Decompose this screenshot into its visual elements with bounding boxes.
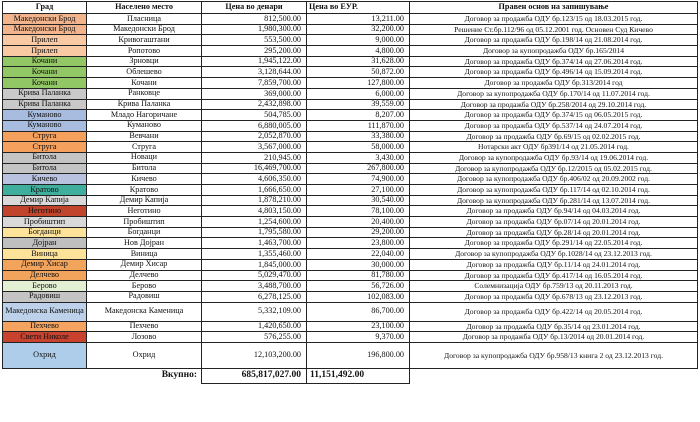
header-row	[3, 2, 698, 14]
place-cell: Младо Нагоричане	[87, 110, 202, 121]
price-eur-cell: 81,780.00	[307, 270, 410, 281]
place-cell: Пробиштип	[87, 217, 202, 228]
price-eur-cell: 127,800.00	[307, 78, 410, 89]
price-mkd-cell: 7,859,700.00	[202, 78, 307, 89]
city-cell: Прилеп	[3, 46, 87, 57]
place-cell: Куманово	[87, 120, 202, 131]
city-cell: Виница	[3, 249, 87, 260]
place-cell: Новаци	[87, 152, 202, 163]
price-mkd-cell: 1,795,580.00	[202, 227, 307, 238]
city-cell: Прилеп	[3, 35, 87, 46]
price-mkd-cell: 12,103,200.00	[202, 342, 307, 368]
legal-basis-cell: Договор за продажба ОДУ бр.94/14 од 04.03.2014 год.	[410, 206, 698, 217]
city-cell: Демир Хисар	[3, 259, 87, 270]
price-eur-cell: 267,800.00	[307, 163, 410, 174]
legal-basis-cell: Договор за купопродажба ОДУ бр.406/02 од 20.09.2002 год.	[410, 174, 698, 185]
price-mkd-cell: 4,803,150.00	[202, 206, 307, 217]
legal-basis-cell: Договор за продажба ОДУ бр.496/14 од 15.09.2014 год.	[410, 67, 698, 78]
table-row	[3, 217, 698, 228]
total-row	[3, 368, 698, 383]
price-mkd-cell: 1,420,650.00	[202, 321, 307, 332]
city-cell: Охрид	[3, 342, 87, 368]
place-cell: Охрид	[87, 342, 202, 368]
table-row	[3, 24, 698, 35]
price-eur-cell: 22,040.00	[307, 249, 410, 260]
legal-basis-cell: Договор за продажба ОДУ бр.28/14 од 20.01.2014 год.	[410, 227, 698, 238]
place-cell: Битола	[87, 163, 202, 174]
table-row	[3, 238, 698, 249]
price-eur-cell: 8,207.00	[307, 110, 410, 121]
price-mkd-cell: 812,500.00	[202, 14, 307, 25]
city-cell: Крива Паланка	[3, 99, 87, 110]
price-mkd-cell: 295,200.00	[202, 46, 307, 57]
legal-basis-cell: Договор за продажба ОДУ бр.374/15 од 06.05.2015 год.	[410, 110, 698, 121]
price-eur-cell: 13,211.00	[307, 14, 410, 25]
legal-basis-cell: Договор за продажба ОДУ бр.417/14 од 16.05.2014 год.	[410, 270, 698, 281]
price-eur-cell: 30,540.00	[307, 195, 410, 206]
legal-basis-cell: Договор за продажба ОДУ бр.35/14 од 23.01.2014 год.	[410, 321, 698, 332]
place-cell: Вевчани	[87, 131, 202, 142]
city-cell: Кичево	[3, 174, 87, 185]
table-row	[3, 78, 698, 89]
city-cell: Радовиш	[3, 291, 87, 302]
total-price-eur: 11,151,492.00	[307, 368, 410, 383]
table-row	[3, 14, 698, 25]
price-mkd-cell: 1,980,300.00	[202, 24, 307, 35]
legal-basis-cell: Договор за продажба ОДУ бр.69/15 од 02.02.2015 год.	[410, 131, 698, 142]
table-row	[3, 259, 698, 270]
legal-basis-cell: Договор за продажба ОДУ бр.123/15 од 18.03.2015 год.	[410, 14, 698, 25]
price-eur-cell: 29,200.00	[307, 227, 410, 238]
legal-basis-cell: Договор за купопродажба ОДУ бр.117/14 од 02.10.2014 год.	[410, 185, 698, 196]
place-cell: Облешево	[87, 67, 202, 78]
city-cell: Струга	[3, 131, 87, 142]
legal-basis-cell: Договор за продажба ОДУ бр.13/2014 од 20.01.2014 год.	[410, 332, 698, 343]
table-row	[3, 152, 698, 163]
legal-basis-cell: Договор за продажба ОДУ бр.291/14 од 22.05.2014 год.	[410, 238, 698, 249]
price-mkd-cell: 6,278,125.00	[202, 291, 307, 302]
price-mkd-cell: 5,029,470.00	[202, 270, 307, 281]
total-price-mkd: 685,817,027.00	[202, 368, 307, 383]
price-eur-cell: 31,628.00	[307, 56, 410, 67]
table-row	[3, 332, 698, 343]
table-row	[3, 227, 698, 238]
table-row	[3, 120, 698, 131]
place-cell: Богданци	[87, 227, 202, 238]
legal-basis-cell: Договор за продажба ОДУ бр.198/14 од 21.08.2014 год.	[410, 35, 698, 46]
price-eur-cell: 58,000.00	[307, 142, 410, 153]
legal-basis-cell: Договор за продажба ОДУ бр.537/14 од 24.07.2014 год.	[410, 120, 698, 131]
place-cell: Ранковце	[87, 88, 202, 99]
city-cell: Македонски Брод	[3, 14, 87, 25]
table-row	[3, 342, 698, 368]
price-eur-cell: 78,100.00	[307, 206, 410, 217]
price-mkd-cell: 210,945.00	[202, 152, 307, 163]
price-eur-cell: 102,083.00	[307, 291, 410, 302]
legal-basis-cell: Договор за продажба ОДУ бр.422/14 од 20.05.2014 год.	[410, 302, 698, 321]
price-mkd-cell: 16,469,700.00	[202, 163, 307, 174]
price-mkd-cell: 3,128,644.00	[202, 67, 307, 78]
table-row	[3, 206, 698, 217]
place-cell: Кочани	[87, 78, 202, 89]
header-price-mkd: Цена во денари	[202, 2, 307, 14]
price-eur-cell: 3,430.00	[307, 152, 410, 163]
price-mkd-cell: 3,488,700.00	[202, 281, 307, 292]
price-mkd-cell: 504,785.00	[202, 110, 307, 121]
place-cell: Ропотово	[87, 46, 202, 57]
city-cell: Берово	[3, 281, 87, 292]
table-row	[3, 88, 698, 99]
price-mkd-cell: 1,254,600.00	[202, 217, 307, 228]
city-cell: Македонска Каменица	[3, 302, 87, 321]
table-row	[3, 185, 698, 196]
city-cell: Демир Капија	[3, 195, 87, 206]
table-row	[3, 163, 698, 174]
header-place: Населено место	[87, 2, 202, 14]
legal-basis-cell: Договор за купопродажба ОДУ бр.93/14 од 19.06.2014 год.	[410, 152, 698, 163]
city-cell: Дојран	[3, 238, 87, 249]
price-eur-cell: 23,800.00	[307, 238, 410, 249]
price-eur-cell: 30,000.00	[307, 259, 410, 270]
city-cell: Неготино	[3, 206, 87, 217]
price-eur-cell: 56,726.00	[307, 281, 410, 292]
city-cell: Кочани	[3, 56, 87, 67]
legal-basis-cell: Договор за купопродажба ОДУ бр.12/2015 од 05.02.2015 год.	[410, 163, 698, 174]
city-cell: Богданци	[3, 227, 87, 238]
place-cell: Кичево	[87, 174, 202, 185]
property-table-sheet	[2, 1, 697, 384]
legal-basis-cell: Решение Ст.бр.112/96 од 05.12.2001 год. Основен Суд Кичево	[410, 24, 698, 35]
table-row	[3, 270, 698, 281]
legal-basis-cell: Договор за купопродажба ОДУ бр.281/14 од 13.07.2014 год.	[410, 195, 698, 206]
total-label: Вкупно:	[161, 370, 197, 381]
price-eur-cell: 23,100.00	[307, 321, 410, 332]
price-mkd-cell: 3,567,000.00	[202, 142, 307, 153]
price-mkd-cell: 1,355,460.00	[202, 249, 307, 260]
legal-basis-cell: Договор за продажба ОДУ бр.313/2014 год	[410, 78, 698, 89]
price-eur-cell: 20,400.00	[307, 217, 410, 228]
price-mkd-cell: 4,606,350.00	[202, 174, 307, 185]
price-mkd-cell: 1,878,210.00	[202, 195, 307, 206]
price-eur-cell: 111,870.00	[307, 120, 410, 131]
place-cell: Неготино	[87, 206, 202, 217]
city-cell: Делчево	[3, 270, 87, 281]
price-eur-cell: 86,700.00	[307, 302, 410, 321]
place-cell: Кратово	[87, 185, 202, 196]
table-row	[3, 281, 698, 292]
place-cell: Демир Капија	[87, 195, 202, 206]
price-mkd-cell: 6,880,005.00	[202, 120, 307, 131]
city-cell: Крива Паланка	[3, 88, 87, 99]
price-eur-cell: 9,370.00	[307, 332, 410, 343]
table-row	[3, 195, 698, 206]
header-city: Град	[3, 2, 87, 14]
table-row	[3, 174, 698, 185]
place-cell: Нов Дојран	[87, 238, 202, 249]
place-cell: Лозово	[87, 332, 202, 343]
legal-basis-cell: Договор за продажба ОДУ бр.07/14 од 20.01.2014 год.	[410, 217, 698, 228]
table-row	[3, 46, 698, 57]
city-cell: Свети Николе	[3, 332, 87, 343]
price-mkd-cell: 369,000.00	[202, 88, 307, 99]
legal-basis-cell: Договор за продажба ОДУ бр.258/2014 од 29.10.2014 год.	[410, 99, 698, 110]
price-eur-cell: 32,200.00	[307, 24, 410, 35]
table-row	[3, 302, 698, 321]
price-eur-cell: 196,800.00	[307, 342, 410, 368]
city-cell: Куманово	[3, 110, 87, 121]
place-cell: Крива Паланка	[87, 99, 202, 110]
city-cell: Пробиштип	[3, 217, 87, 228]
price-eur-cell: 33,380.00	[307, 131, 410, 142]
table-row	[3, 249, 698, 260]
price-mkd-cell: 1,463,700.00	[202, 238, 307, 249]
city-cell: Кочани	[3, 67, 87, 78]
place-cell: Пехчево	[87, 321, 202, 332]
price-mkd-cell: 2,432,898.00	[202, 99, 307, 110]
legal-basis-cell: Договор за купопродажба ОДУ бр.170/14 од 11.07.2014 год.	[410, 88, 698, 99]
legal-basis-cell: Договор за купопродажба ОДУ бр.165/2014	[410, 46, 698, 57]
city-cell: Битола	[3, 163, 87, 174]
price-mkd-cell: 576,255.00	[202, 332, 307, 343]
legal-basis-cell: Договор за купопродажба ОДУ бр.1028/14 од 23.12.2013 год.	[410, 249, 698, 260]
price-mkd-cell: 1,945,122.00	[202, 56, 307, 67]
place-cell: Македонски Брод	[87, 24, 202, 35]
price-mkd-cell: 2,052,870.00	[202, 131, 307, 142]
price-eur-cell: 27,100.00	[307, 185, 410, 196]
price-eur-cell: 6,000.00	[307, 88, 410, 99]
place-cell: Делчево	[87, 270, 202, 281]
header-price-eur: Цена во EУР.	[307, 2, 410, 14]
legal-basis-cell: Договор за продажба ОДУ бр.374/14 од 27.06.2014 год.	[410, 56, 698, 67]
place-cell: Радовиш	[87, 291, 202, 302]
legal-basis-cell: Солемнизација ОДУ бр.759/13 од 20.11.2013 год.	[410, 281, 698, 292]
city-cell: Македонски Брод	[3, 24, 87, 35]
table-row	[3, 99, 698, 110]
place-cell: Демир Хисар	[87, 259, 202, 270]
price-mkd-cell: 5,332,109.00	[202, 302, 307, 321]
price-eur-cell: 74,900.00	[307, 174, 410, 185]
city-cell: Куманово	[3, 120, 87, 131]
city-cell: Кратово	[3, 185, 87, 196]
header-legal-basis: Правен основ на запишување	[410, 2, 698, 14]
price-eur-cell: 9,000.00	[307, 35, 410, 46]
price-mkd-cell: 1,845,000.00	[202, 259, 307, 270]
city-cell: Струга	[3, 142, 87, 153]
table-row	[3, 291, 698, 302]
place-cell: Кривогаштани	[87, 35, 202, 46]
table-row	[3, 321, 698, 332]
table-row	[3, 142, 698, 153]
table-row	[3, 56, 698, 67]
place-cell: Пласница	[87, 14, 202, 25]
table-row	[3, 67, 698, 78]
table-row	[3, 131, 698, 142]
price-mkd-cell: 553,500.00	[202, 35, 307, 46]
table-row	[3, 110, 698, 121]
place-cell: Македонска Каменица	[87, 302, 202, 321]
place-cell: Струга	[87, 142, 202, 153]
legal-basis-cell: Договор за купопродажба ОДУ бр.958/13 книга 2 од 23.12.2013 год.	[410, 342, 698, 368]
price-eur-cell: 39,559.00	[307, 99, 410, 110]
place-cell: Берово	[87, 281, 202, 292]
place-cell: Зрновци	[87, 56, 202, 67]
city-cell: Битола	[3, 152, 87, 163]
legal-basis-cell: Договор за продажба ОДУ бр.678/13 од 23.12.2013 год.	[410, 291, 698, 302]
city-cell: Кочани	[3, 78, 87, 89]
table-row	[3, 35, 698, 46]
price-eur-cell: 4,800.00	[307, 46, 410, 57]
property-table	[2, 1, 698, 384]
price-mkd-cell: 1,666,650.00	[202, 185, 307, 196]
place-cell: Виница	[87, 249, 202, 260]
price-eur-cell: 50,872.00	[307, 67, 410, 78]
legal-basis-cell: Договор за продажба ОДУ бр.11/14 од 24.01.2014 год.	[410, 259, 698, 270]
city-cell: Пехчево	[3, 321, 87, 332]
legal-basis-cell: Нотарски акт ОДУ бр391/14 од 21.05.2014 год.	[410, 142, 698, 153]
